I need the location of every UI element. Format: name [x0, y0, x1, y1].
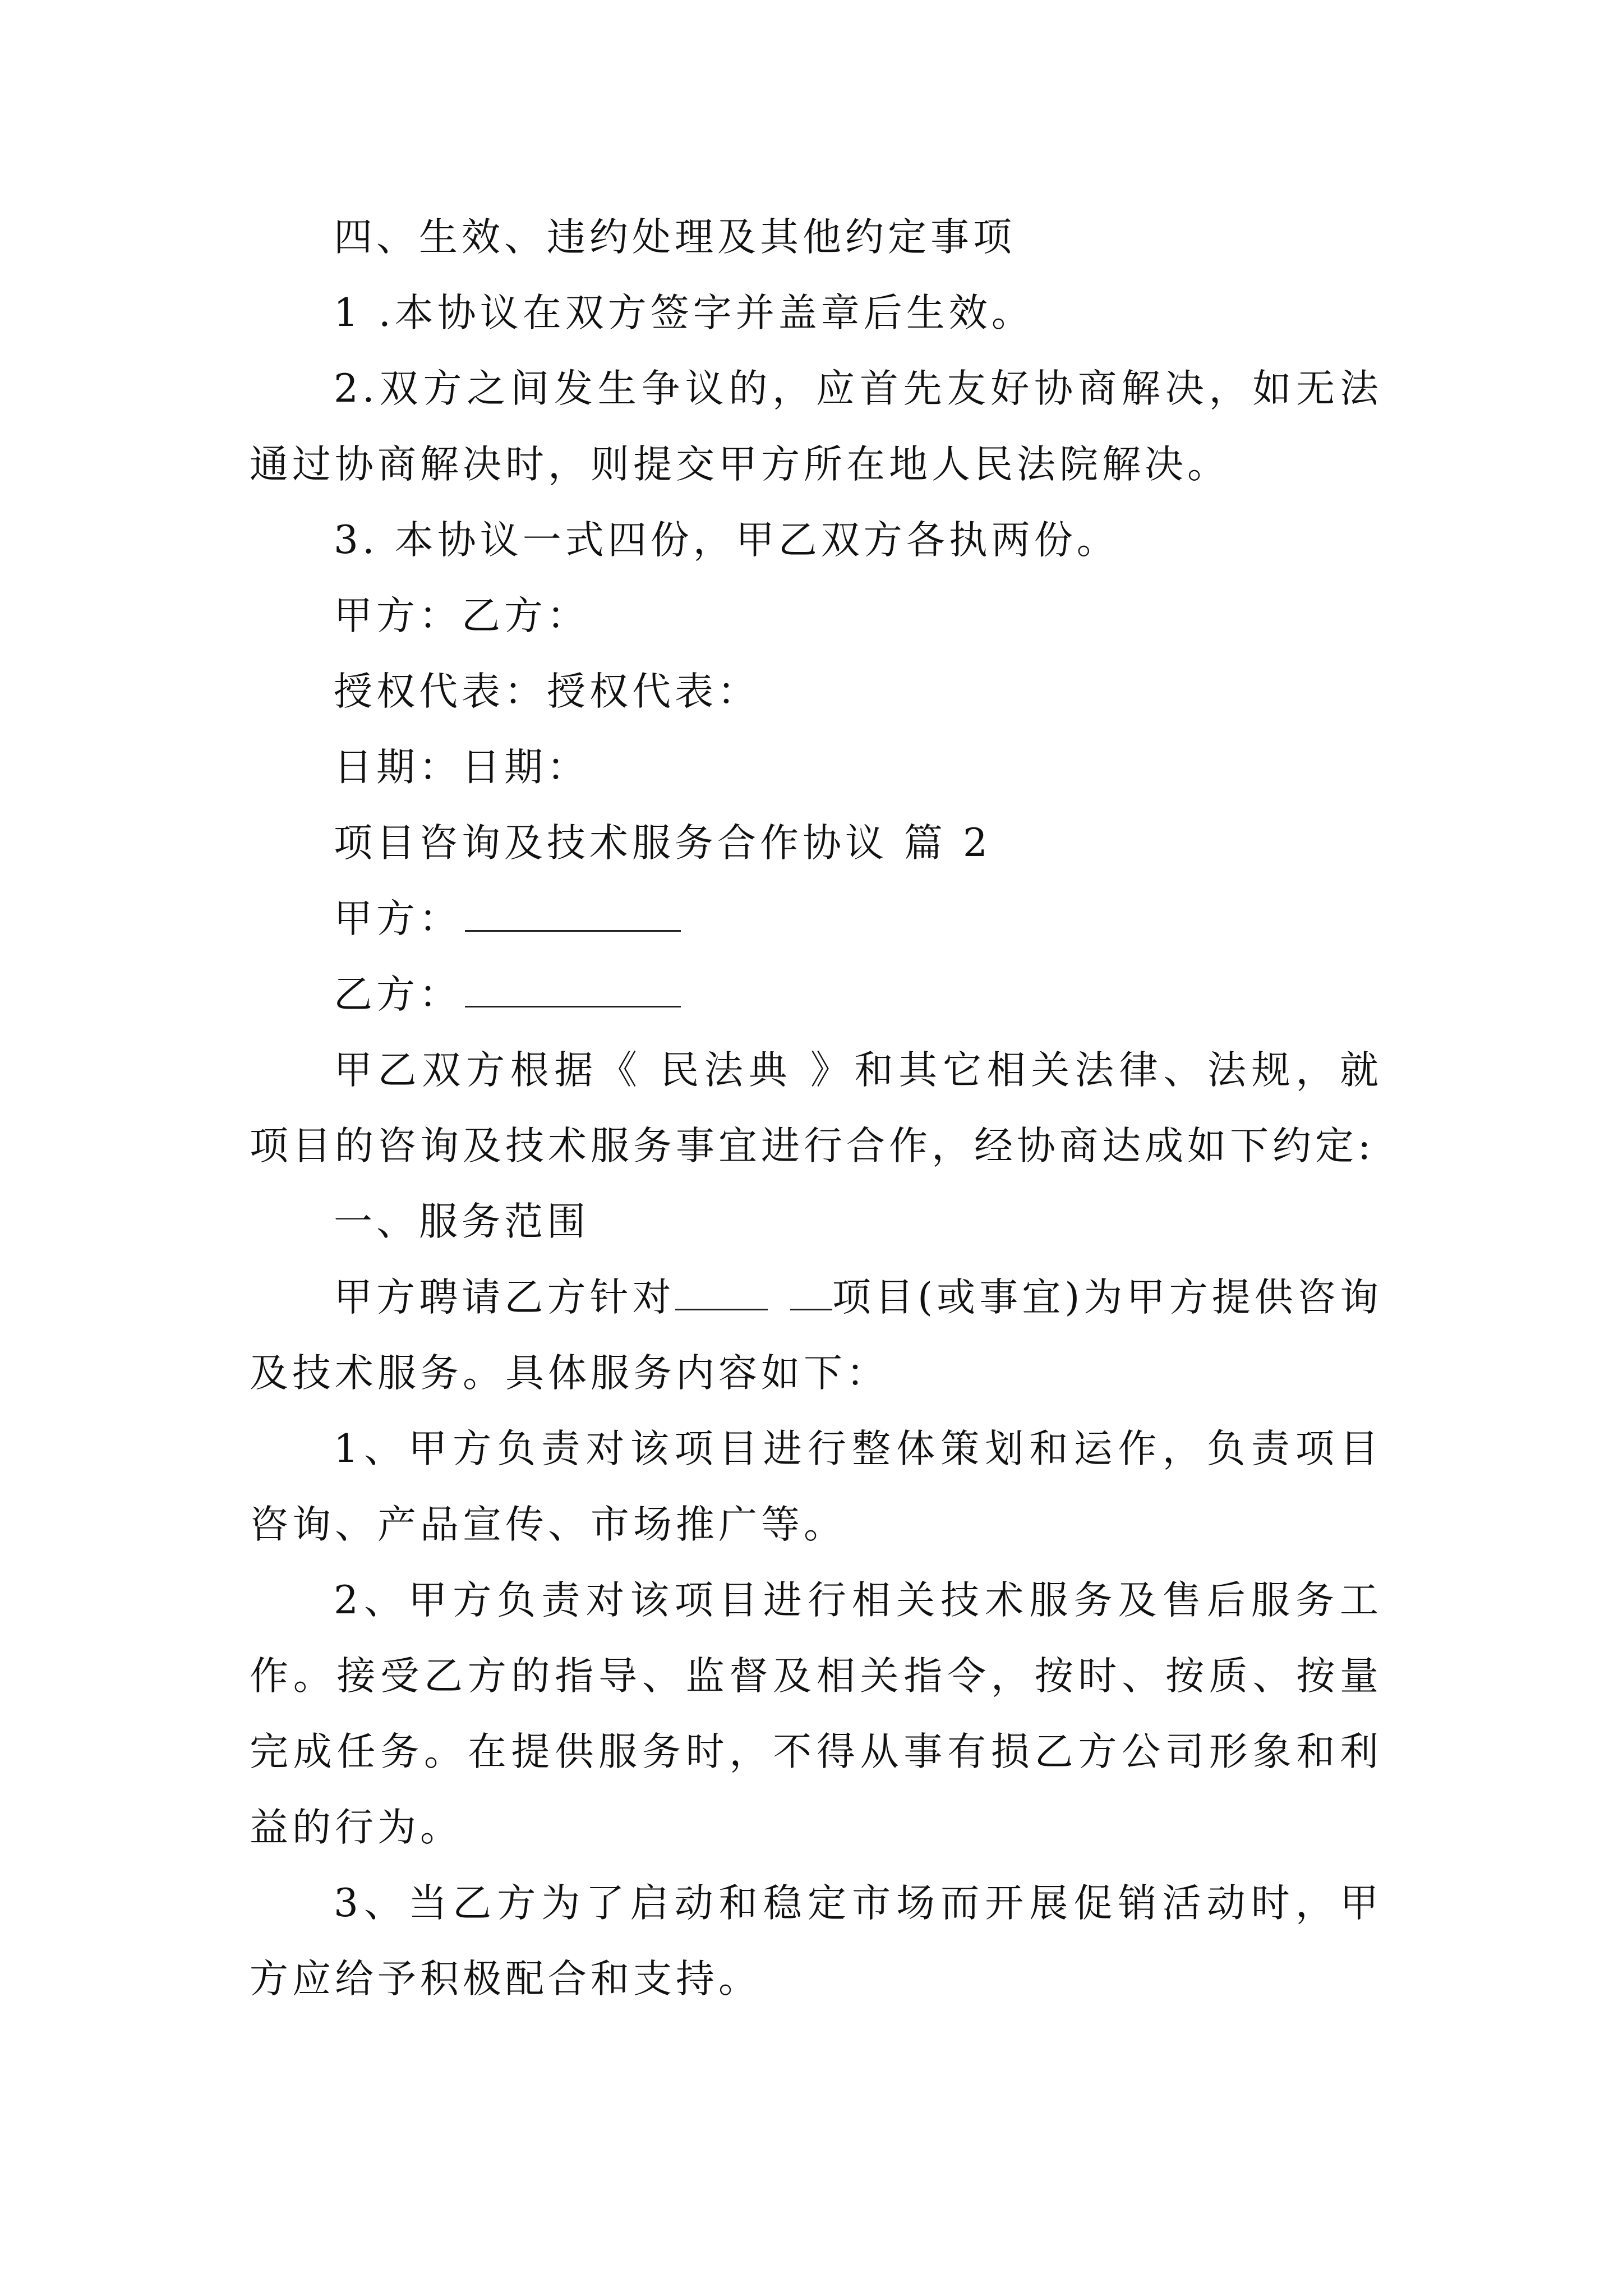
- section-four-item-2: 2.双方之间发生争议的，应首先友好协商解决，如无法通过协商解决时，则提交甲方所在地人民法院解决。: [250, 366, 1382, 487]
- service-clause-3: 3、当乙方为了启动和稳定市场而开展促销活动时，甲方应给予积极配合和支持。: [250, 1881, 1382, 2001]
- agreement-2-title: 项目咨询及技术服务合作协议 篇 2: [334, 821, 992, 866]
- section-one-heading: 一、服务范围: [334, 1199, 589, 1244]
- party-a-blank: [465, 891, 681, 932]
- signature-representatives: 授权代表：授权代表：: [334, 669, 760, 714]
- party-b-line: [250, 957, 1382, 1033]
- signature-parties: 甲方：乙方：: [334, 593, 589, 638]
- document-body: [250, 200, 1382, 2017]
- section-four-heading: 四、生效、违约处理及其他约定事项: [334, 215, 1016, 260]
- service-clause-1: 1、甲方负责对该项目进行整体策划和运作，负责项目咨询、产品宣传、市场推广等。: [250, 1427, 1382, 1547]
- section-four-item-1: 1 .本协议在双方签字并盖章后生效。: [334, 291, 1034, 335]
- agreement-preamble: 甲乙双方根据《 民法典 》和其它相关法律、法规，就项目的咨询及技术服务事宜进行合作，经协商达成如下约定:: [250, 1048, 1382, 1168]
- project-name-blank-2: [790, 1270, 832, 1310]
- party-b-label: 乙方：: [334, 972, 462, 1017]
- service-scope-paragraph: [250, 1260, 1382, 1411]
- signature-dates: 日期：日期：: [334, 745, 589, 790]
- party-a-label: 甲方：: [334, 896, 462, 941]
- section-four-item-3: 3. 本协议一式四份，甲乙双方各执两份。: [334, 518, 1119, 563]
- scope-text-after-blank: 项目(或事宜)为甲方提供咨询及技术服务。具体服务内容如下：: [250, 1275, 1383, 1396]
- party-b-blank: [465, 967, 681, 1007]
- project-name-blank: [675, 1270, 768, 1310]
- service-clause-2: 2、甲方负责对该项目进行相关技术服务及售后服务工作。接受乙方的指导、监督及相关指令，按时、按质、按量完成任务。在提供服务时，不得从事有损乙方公司形象和利益的行为。: [250, 1578, 1382, 1850]
- party-a-line: [250, 881, 1382, 957]
- scope-text-before-blank: 甲方聘请乙方针对: [334, 1275, 675, 1320]
